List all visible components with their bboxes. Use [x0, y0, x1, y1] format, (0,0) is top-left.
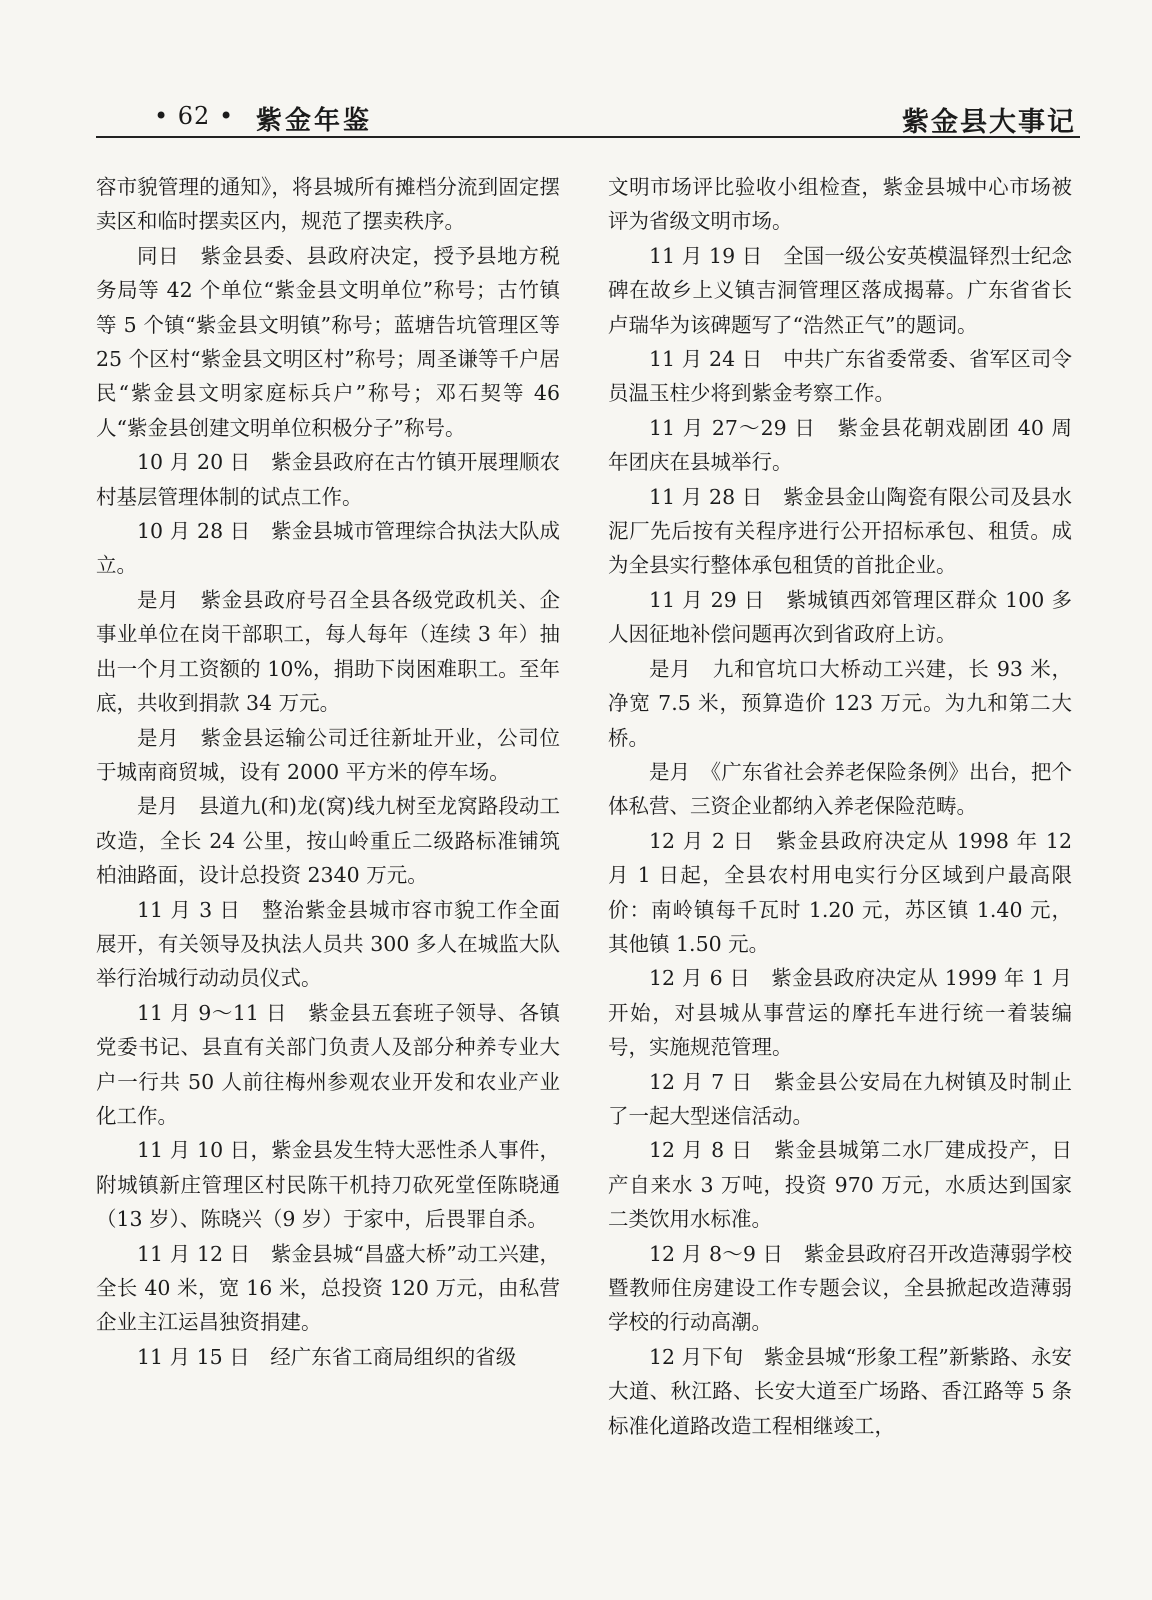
paragraph: 容市貌管理的通知》，将县城所有摊档分流到固定摆卖区和临时摆卖区内，规范了摆卖秩序。 [96, 175, 560, 234]
paragraph: 12 月 8 日 紫金县城第二水厂建成投产，日产自来水 3 万吨，投资 970 万元，水质达到国家二类饮用水标准。 [608, 1138, 1072, 1232]
paragraph: 11 月 24 日 中共广东省委常委、省军区司令员温玉柱少将到紫金考察工作。 [608, 347, 1072, 406]
paragraph: 11 月 10 日，紫金县发生特大恶性杀人事件，附城镇新庄管理区村民陈干机持刀砍死堂侄陈晓通（13 岁）、陈晓兴（9 岁）于家中，后畏罪自杀。 [96, 1138, 560, 1232]
page-number: • 62 • [154, 102, 235, 130]
left-column [96, 170, 560, 1374]
paragraph: 11 月 27～29 日 紫金县花朝戏剧团 40 周年团庆在县城举行。 [608, 415, 1072, 475]
right-column [608, 170, 1072, 1443]
paragraph: 12 月 2 日 紫金县政府决定从 1998 年 12 月 1 日起，全县农村用电实行分区域到户最高限价：南岭镇每千瓦时 1.20 元，苏区镇 1.40 元，其他镇 1.50 元。 [608, 828, 1072, 956]
paragraph: 12 月 6 日 紫金县政府决定从 1999 年 1 月开始，对县城从事营运的摩托车进行统一着装编号，实施规范管理。 [608, 966, 1072, 1060]
paragraph: 是月 紫金县政府号召全县各级党政机关、企事业单位在岗干部职工，每人每年（连续 3 年）抽出一个月工资额的 10%，捐助下岗困难职工。至年底，共收到捐款 34 万元。 [96, 587, 560, 716]
paragraph: 11 月 29 日 紫城镇西郊管理区群众 100 多人因征地补偿问题再次到省政府上访。 [608, 587, 1072, 647]
paragraph: 是月 紫金县运输公司迁往新址开业，公司位于城南商贸城，设有 2000 平方米的停车场。 [96, 725, 560, 784]
paragraph: 10 月 20 日 紫金县政府在古竹镇开展理顺农村基层管理体制的试点工作。 [96, 450, 560, 509]
paragraph: 12 月 8～9 日 紫金县政府召开改造薄弱学校暨教师住房建设工作专题会议，全县掀起改造薄弱学校的行动高潮。 [608, 1241, 1072, 1335]
paragraph: 是月 九和官坑口大桥动工兴建，长 93 米，净宽 7.5 米，预算造价 123 万元。为九和第二大桥。 [608, 656, 1072, 750]
paragraph: 同日 紫金县委、县政府决定，授予县地方税务局等 42 个单位“紫金县文明单位”称号；古竹镇等 5 个镇“紫金县文明镇”称号；蓝塘告坑管理区等 25 个区村“紫金县文明区村”称号；周圣谦等千户居民“紫金县文明家庭标兵户”称号；邓石契等 46 人“紫金县创建文明单位积极分子”称号。 [96, 243, 560, 440]
paragraph: 11 月 3 日 整治紫金县城市容市貌工作全面展开，有关领导及执法人员共 300 多人在城监大队举行治城行动动员仪式。 [96, 897, 560, 991]
paragraph: 11 月 19 日 全国一级公安英模温铎烈士纪念碑在故乡上义镇吉洞管理区落成揭幕。广东省省长卢瑞华为该碑题写了“浩然正气”的题词。 [608, 243, 1072, 337]
paragraph: 11 月 28 日 紫金县金山陶瓷有限公司及县水泥厂先后按有关程序进行公开招标承包、租赁。成为全县实行整体承包租赁的首批企业。 [608, 484, 1072, 578]
paragraph: 11 月 9～11 日 紫金县五套班子领导、各镇党委书记、县直有关部门负责人及部分种养专业大户一行共 50 人前往梅州参观农业开发和农业产业化工作。 [96, 1000, 560, 1128]
paragraph: 11 月 15 日 经广东省工商局组织的省级 [137, 1344, 517, 1369]
paragraph: 11 月 12 日 紫金县城“昌盛大桥”动工兴建，全长 40 米，宽 16 米，总投资 120 万元，由私营企业主江运昌独资捐建。 [96, 1241, 560, 1335]
paragraph: 是月 县道九(和)龙(窝)线九树至龙窝路段动工改造，全长 24 公里，按山岭重丘二级路标准铺筑柏油路面，设计总投资 2340 万元。 [96, 794, 560, 888]
book-title: 紫金年鉴 [256, 106, 373, 136]
paragraph: 是月 《广东省社会养老保险条例》出台，把个体私营、三资企业都纳入养老保险范畴。 [608, 759, 1072, 819]
paragraph: 12 月 7 日 紫金县公安局在九树镇及时制止了一起大型迷信活动。 [608, 1069, 1072, 1128]
paragraph: 文明市场评比验收小组检查，紫金县城中心市场被评为省级文明市场。 [608, 175, 1072, 234]
paragraph: 10 月 28 日 紫金县城市管理综合执法大队成立。 [96, 519, 560, 578]
paragraph: 12 月下旬 紫金县城“形象工程”新紫路、永安大道、秋江路、长安大道至广场路、香江路等 5 条标准化道路改造工程相继竣工， [608, 1344, 1072, 1438]
section-title: 紫金县大事记 [902, 107, 1076, 138]
page-header [96, 98, 1080, 138]
